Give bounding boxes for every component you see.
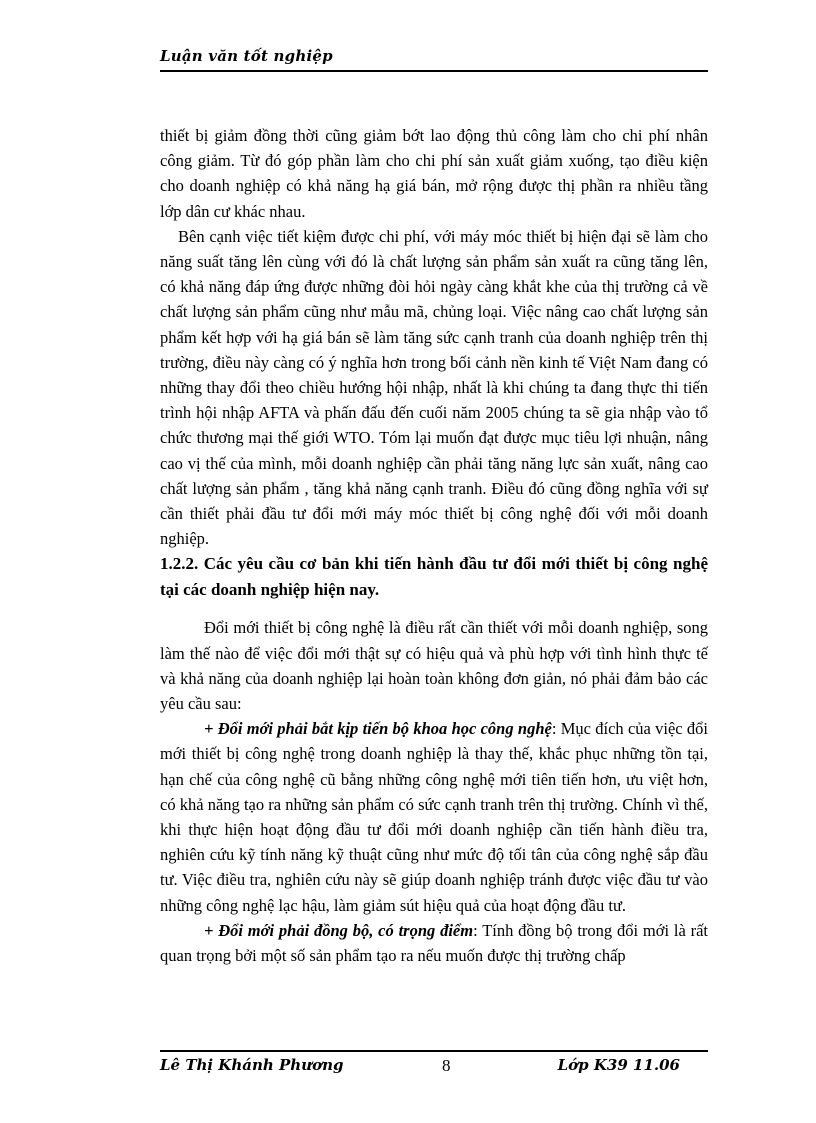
page-number: 8 bbox=[442, 1056, 451, 1075]
paragraph-5-term: + Đổi mới phải đồng bộ, có trọng điểm bbox=[204, 920, 474, 940]
footer-author: Lê Thị Khánh Phương bbox=[160, 1056, 344, 1074]
footer-divider bbox=[160, 1050, 708, 1052]
paragraph-4-term: + Đổi mới phải bắt kịp tiến bộ khoa học công nghệ bbox=[204, 719, 552, 739]
paragraph-5-text: : Tính đồng bộ trong đổi mới là rất quan trọng bởi một số sản phẩm tạo ra nếu muốn được thị trường chấp bbox=[160, 920, 708, 966]
paragraph-3: Đổi mới thiết bị công nghệ là điều rất cần thiết với mỗi doanh nghiệp, song làm thế nào để việc đổi mới thật sự có hiệu quả và phù hợp với tình hình thực tế và khả năng của doanh nghiệp lại hoàn toàn không đơn giản, nó phải đảm bảo các yêu cầu sau: bbox=[160, 618, 708, 714]
running-header-title: Luận văn tốt nghiệp bbox=[160, 47, 333, 65]
paragraph-4-text: : Mục đích của việc đổi mới thiết bị công nghệ trong doanh nghiệp là thay thế, khắc phục những tồn tại, hạn chế của công nghệ cũ bằng những công nghệ mới tiên tiến hơn, ưu việt hơn, có khả năng tạo ra những sản phẩm có sức cạnh tranh trên thị trường. Chính vì thế, khi thực hiện hoạt động đầu tư đổi mới doanh nghiệp cần tiến hành điều tra, nghiên cứu kỹ tính năng kỹ thuật cũng như mức độ tối tân của công nghệ sắp đầu tư. Việc điều tra, nghiên cứu này sẽ giúp doanh nghiệp tránh được việc đầu tư vào những công nghệ lạc hậu, làm giảm sút hiệu quả của hoạt động đầu tư. bbox=[160, 719, 708, 915]
paragraph-2: Bên cạnh việc tiết kiệm được chi phí, với máy móc thiết bị hiện đại sẽ làm cho năng suất tăng lên cùng với đó là chất lượng sản phẩm sản xuất ra cũng tăng lên, có khả năng đáp ứng được những đòi hỏi ngày càng khắt khe của thị trường cả về chất lượng sản phẩm cũng như mẫu mã, chủng loại. Việc nâng cao chất lượng sản phẩm kết hợp với hạ giá bán sẽ làm tăng sức cạnh tranh của doanh nghiệp trên thị trường, điều này càng có ý nghĩa hơn trong bối cảnh nền kinh tế Việt Nam đang có những thay đổi theo chiều hướng hội nhập, nhất là khi chúng ta đang thực thi tiến trình hội nhập AFTA và phấn đấu đến cuối năm 2005 chúng ta sẽ gia nhập vào tổ chức thương mại thế giới WTO. Tóm lại muốn đạt được mục tiêu lợi nhuận, nâng cao vị thế của mình, mỗi doanh nghiệp cần phải tăng năng lực sản xuất, nâng cao chất lượng sản phẩm , tăng khả năng cạnh tranh. Điều đó cũng đồng nghĩa với sự cần thiết phải đầu tư đổi mới máy móc thiết bị công nghệ đối với mỗi doanh nghiệp. bbox=[160, 226, 708, 549]
paragraph-4 bbox=[160, 716, 708, 918]
page-footer bbox=[160, 1056, 708, 1078]
paragraph-1: thiết bị giảm đồng thời cũng giảm bớt lao động thủ công làm cho chi phí nhân công giảm. Từ đó góp phần làm cho chi phí sản xuất giảm xuống, tạo điều kiện cho doanh nghiệp có khả năng hạ giá bán, mở rộng được thị phần ra nhiều tầng lớp dân cư khác nhau. bbox=[160, 126, 708, 221]
section-heading: 1.2.2. Các yêu cầu cơ bản khi tiến hành đầu tư đổi mới thiết bị công nghệ tại các doanh nghiệp hiện nay. bbox=[160, 554, 708, 600]
paragraph-5 bbox=[160, 918, 708, 968]
header-divider bbox=[160, 70, 708, 72]
footer-class: Lớp K39 11.06 bbox=[557, 1056, 680, 1074]
page-body bbox=[160, 123, 708, 968]
